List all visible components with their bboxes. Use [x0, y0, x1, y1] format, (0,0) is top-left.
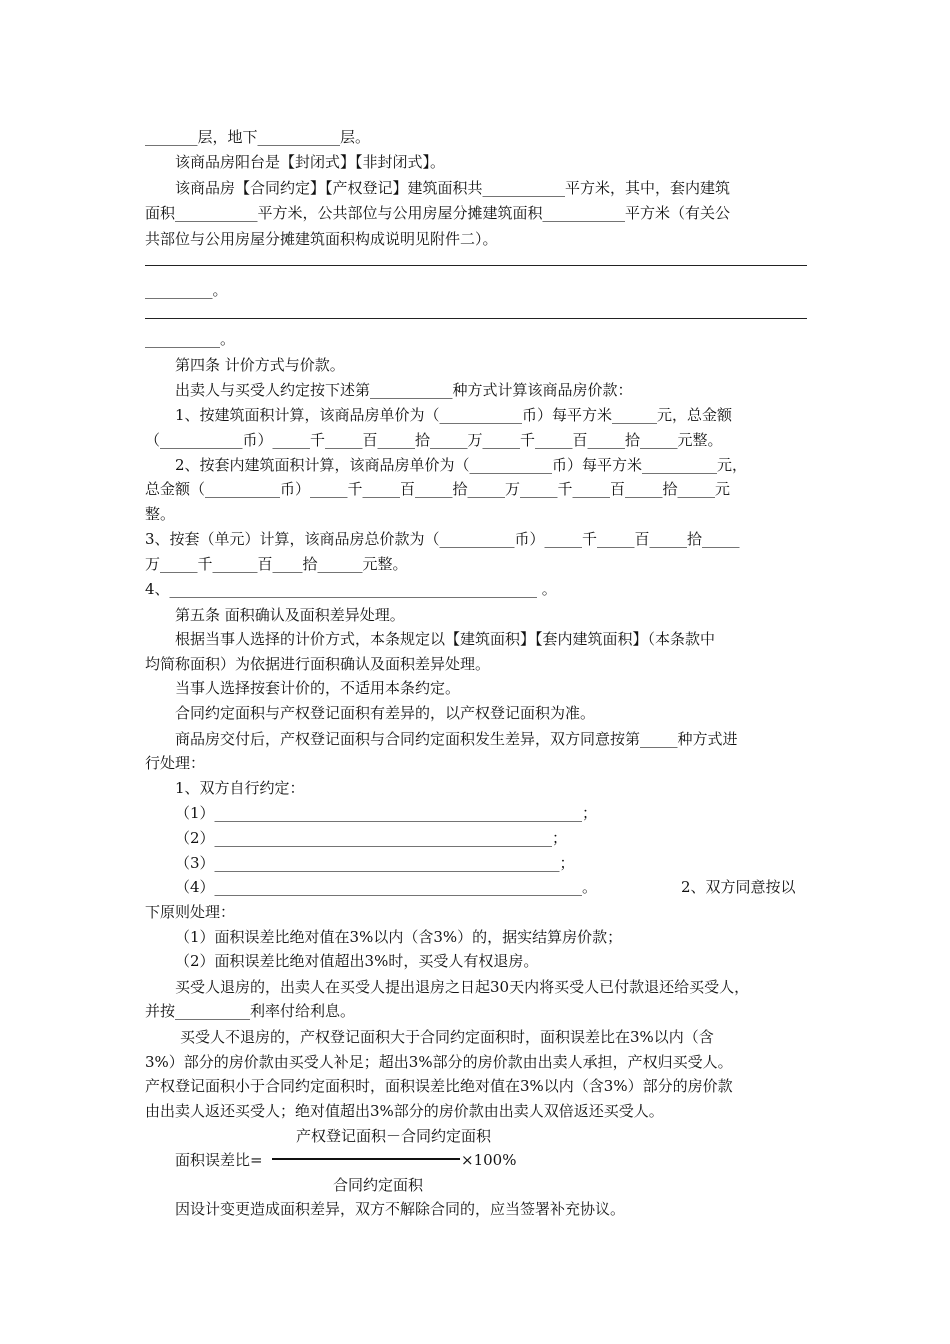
text-line: （1）面积误差比绝对值在3%以内（含3%）的，据实结算房价款； — [175, 928, 623, 946]
blank-rule — [145, 265, 807, 266]
formula-numerator: 产权登记面积－合同约定面积 — [296, 1127, 492, 1145]
text-line: （___________币）_____千_____百_____拾_____万_____千_____百_____拾_____元整。 — [145, 431, 723, 449]
text-line: 当事人选择按套计价的，不适用本条约定。 — [175, 679, 461, 697]
text-line: 均简称面积）为依据进行面积确认及面积差异处理。 — [145, 655, 491, 673]
text-line: 1、双方自行约定： — [175, 779, 305, 797]
formula-label: 面积误差比= — [175, 1151, 263, 1169]
text-line: 3、按套（单元）计算，该商品房总价款为（__________币）_____千_____百_____拾_____ — [145, 530, 740, 548]
text-line: 共部位与公用房屋分摊建筑面积构成说明见附件二）。 — [145, 230, 498, 248]
text-line: 产权登记面积小于合同约定面积时，面积误差比绝对值在3%以内（含3%）部分的房价款 — [145, 1077, 733, 1095]
text-line: 行处理： — [145, 754, 206, 772]
text-line: 买受人退房的，出卖人在买受人提出退房之日起30天内将买受人已付款退还给买受人， — [175, 978, 750, 996]
text-line: 3%）部分的房价款由买受人补足；超出3%部分的房价款由出卖人承担，产权归买受人。 — [145, 1053, 733, 1071]
text-line: 因设计变更造成面积差异，双方不解除合同的，应当签署补充协议。 — [175, 1200, 626, 1218]
text-line: 4、_________________________________________________ 。 — [145, 580, 557, 598]
text-line: 总金额（__________币）_____千_____百_____拾_____万_____千_____百_____拾_____元 — [145, 480, 731, 498]
text-line: 合同约定面积与产权登记面积有差异的，以产权登记面积为准。 — [175, 704, 596, 722]
text-line: 该商品房阳台是【封闭式】【非封闭式】。 — [175, 153, 446, 171]
text-line: 买受人不退房的，产权登记面积大于合同约定面积时，面积误差比在3%以内（含 — [180, 1028, 714, 1046]
text-line: 并按__________利率付给利息。 — [145, 1002, 356, 1020]
formula-denominator: 合同约定面积 — [333, 1176, 424, 1194]
text-line: （2）面积误差比绝对值超出3%时，买受人有权退房。 — [175, 952, 539, 970]
text-line: 2、按套内建筑面积计算，该商品房单价为（___________币）每平方米__________元， — [175, 456, 748, 474]
formula-multiplier: ×100% — [461, 1151, 517, 1169]
text-line: 由出卖人返还买受人；绝对值超出3%部分的房价款由出卖人双倍返还买受人。 — [145, 1102, 664, 1120]
formula-fraction-bar — [272, 1158, 460, 1160]
text-line: 2、双方同意按以 — [681, 878, 796, 896]
text-line: 该商品房【合同约定】【产权登记】建筑面积共___________平方米，其中，套内建筑 — [175, 179, 731, 197]
text-line: 根据当事人选择的计价方式，本条规定以【建筑面积】【套内建筑面积】（本条款中 — [175, 630, 716, 648]
text-line: 整。 — [145, 505, 176, 523]
text-line: 商品房交付后，产权登记面积与合同约定面积发生差异，双方同意按第_____种方式进 — [175, 730, 738, 748]
text-line: （3）______________________________________________； — [175, 854, 575, 872]
text-line: （1）_________________________________________________； — [175, 804, 598, 822]
text-line: __________。 — [145, 330, 236, 348]
text-line: _________。 — [145, 281, 228, 299]
blank-rule — [145, 318, 807, 319]
text-line: _______层，地下___________层。 — [145, 128, 371, 146]
text-line: 面积___________平方米，公共部位与公用房屋分摊建筑面积___________平方米（有关公 — [145, 204, 731, 222]
text-line: 1、按建筑面积计算，该商品房单价为（___________币）每平方米______元，总金额 — [175, 406, 733, 424]
section-heading: 第四条 计价方式与价款。 — [175, 356, 345, 374]
text-line: 出卖人与买受人约定按下述第___________种方式计算该商品房价款： — [175, 381, 633, 399]
text-line: （4）_________________________________________________。 — [175, 878, 598, 896]
section-heading: 第五条 面积确认及面积差异处理。 — [175, 606, 405, 624]
text-line: 万_____千______百____拾______元整。 — [145, 555, 408, 573]
text-line: 下原则处理： — [145, 903, 236, 921]
text-line: （2）_____________________________________________； — [175, 829, 568, 847]
